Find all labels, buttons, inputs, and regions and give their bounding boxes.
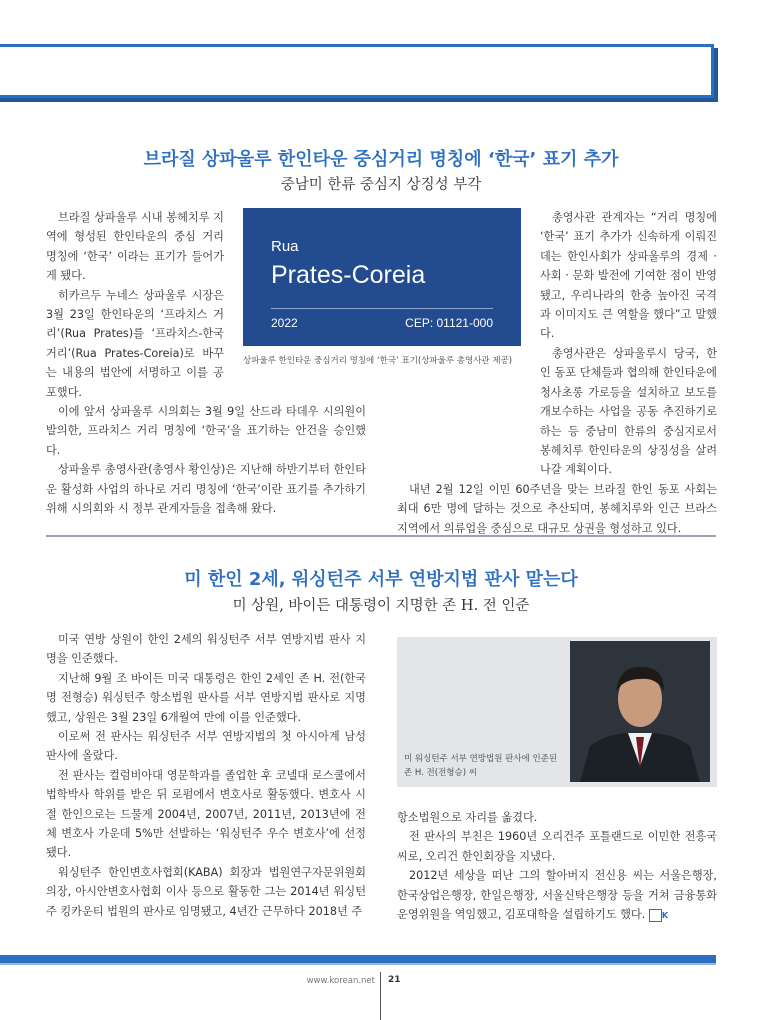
- footer-line: [0, 963, 716, 965]
- paragraph: 지난해 9월 조 바이든 미국 대통령은 한인 2세인 존 H. 전(한국명 전형승) 워싱턴주 항소법원 판사를 서부 연방지법 판사로 지명했고, 상원은 3월 23일 6개월여 만에 이를 인준했다.: [46, 671, 366, 724]
- article1-col-left-bottom: [46, 402, 366, 518]
- end-mark-icon: K: [649, 909, 662, 922]
- paragraph: 항소법원으로 자리를 옮겼다.: [397, 811, 538, 824]
- paragraph: 히카르두 누네스 상파울루 시장은 3월 23일 한인타운의 ‘프라치스 거리’(Rua Prates)를 ‘프라치스-한국 거리’(Rua Prates-Coreia)로 바꾸는 내용의 법안에 서명하고 이를 공포했다.: [46, 288, 224, 399]
- article1-photo-caption: 상파울루 한인타운 중심거리 명칭에 ‘한국’ 표기(상파울루 총영사관 제공): [243, 356, 513, 366]
- sign-line1: Rua: [271, 238, 299, 255]
- article1-col-left-top: [46, 208, 224, 402]
- footer-bar: [0, 955, 716, 963]
- portrait-illustration: [570, 641, 710, 782]
- judge-portrait-image: [570, 641, 710, 782]
- article2-headline: 미 한인 2세, 워싱턴주 서부 연방지법 판사 맡는다: [184, 569, 578, 590]
- paragraph: 워싱턴주 한인변호사협회(KABA) 회장과 법원연구자문위원회 의장, 아시안변호사협회 이사 등으로 활동한 그는 2014년 워싱턴주 킹카운티 법원의 판사로 임명됐고, 4년간 근무하다 2018년 주: [46, 865, 366, 918]
- paragraph: 전 판사의 부친은 1960년 오리건주 포틀랜드로 이민한 전흥국 씨로, 오리건 한인회장을 지냈다.: [397, 830, 717, 863]
- sign-line2: Prates-Coreia: [271, 261, 426, 289]
- section-divider: [46, 535, 716, 537]
- sign-year: 2022: [271, 316, 298, 330]
- header-frame: [0, 44, 714, 98]
- sign-cep: CEP: 01121-000: [405, 316, 493, 330]
- paragraph: 브라질 상파울루 시내 봉헤치루 지역에 형성된 한인타운의 중심 거리 명칭에 ‘한국’ 이라는 표기가 들어가게 됐다.: [46, 211, 224, 283]
- street-sign-image: [243, 208, 521, 346]
- article2-col-right: [397, 808, 717, 924]
- paragraph: 총영사관 관계자는 “거리 명칭에 ‘한국’ 표기 추가가 신속하게 이뤄진 데는 한인사회가 상파울루의 경제 · 사회 · 문화 발전에 기여한 점이 반영됐고, 우리나라의 한층 높아진 국격과 이미지도 큰 역할을 했다”고 말했다.: [540, 211, 717, 341]
- article1-headline: 브라질 상파울루 한인타운 중심거리 명칭에 ‘한국’ 표기 추가: [143, 149, 619, 170]
- article2-photo-caption: 미 워싱턴주 서부 연방법원 판사에 인준된 존 H. 전(전형승) 씨: [404, 754, 558, 778]
- article1-subhead: 중남미 한류 중심지 상징성 부각: [280, 177, 482, 193]
- footer-url: www.korean.net: [306, 976, 375, 986]
- paragraph: 이에 앞서 상파울루 시의회는 3월 9일 산드라 타데우 시의원이 발의한, 프라치스 거리 명칭에 ‘한국’을 표기하는 안건을 승인했다.: [46, 405, 366, 457]
- sign-rule: [271, 308, 493, 309]
- paragraph-text: 2012년 세상을 떠난 그의 할아버지 전신용 씨는 서울은행장, 한국상업은행장, 한일은행장, 서울신탁은행장 등을 거쳐 금융통화운영위원을 역임했고, 김포대학을 설립하기도 했다.: [397, 869, 717, 922]
- article2-col-left: [46, 630, 366, 921]
- footer-separator: [380, 972, 381, 1020]
- page-number: 21: [388, 975, 401, 985]
- paragraph: 총영사관은 상파울루시 당국, 한인 동포 단체들과 협의해 한인타운에 청사초롱 가로등을 설치하고 보도를 개보수하는 사업을 공동 추진하기로 하는 등 중남미 한류의 중심지로서 봉헤치루 한인타운의 상징성을 살려 나갈 계획이다.: [540, 347, 717, 477]
- paragraph: [397, 866, 717, 924]
- paragraph: 미국 연방 상원이 한인 2세의 워싱턴주 서부 연방지법 판사 지명을 인준했다.: [46, 633, 366, 666]
- paragraph: 상파울루 총영사관(총영사 황인상)은 지난해 하반기부터 한인타운 활성화 사업의 하나로 거리 명칭에 ‘한국’이란 표기를 추가하기 위해 시의회와 시 정부 관계자들을 접촉해 왔다.: [46, 463, 366, 516]
- article2-subhead: 미 상원, 바이든 대통령이 지명한 존 H. 전 인준: [232, 598, 530, 614]
- paragraph: 전 판사는 컬럼비아대 영문학과를 졸업한 후 코넬대 로스쿨에서 법학박사 학위를 받은 뒤 로펌에서 변호사로 활동했다. 변호사 시절 한인으로는 드물게 2004년, 2007년, 2011년, 2013년에 전체 변호사 가운데 5%만 선발하는 ‘워싱턴주 우수 변호사’에 선정됐다.: [46, 768, 366, 860]
- paragraph: 이로써 전 판사는 워싱턴주 서부 연방지법의 첫 아시아계 남성 판사에 올랐다.: [46, 730, 366, 763]
- article1-col-right-bottom: [397, 344, 717, 538]
- article1-col-right-top: [540, 208, 717, 344]
- paragraph: 내년 2월 12일 이민 60주년을 맞는 브라질 한인 동포 사회는 최대 6만 명에 달하는 것으로 추산되며, 봉헤치루와 인근 브라스 지역에서 의류업을 중심으로 대규모 상권을 형성하고 있다.: [397, 482, 717, 535]
